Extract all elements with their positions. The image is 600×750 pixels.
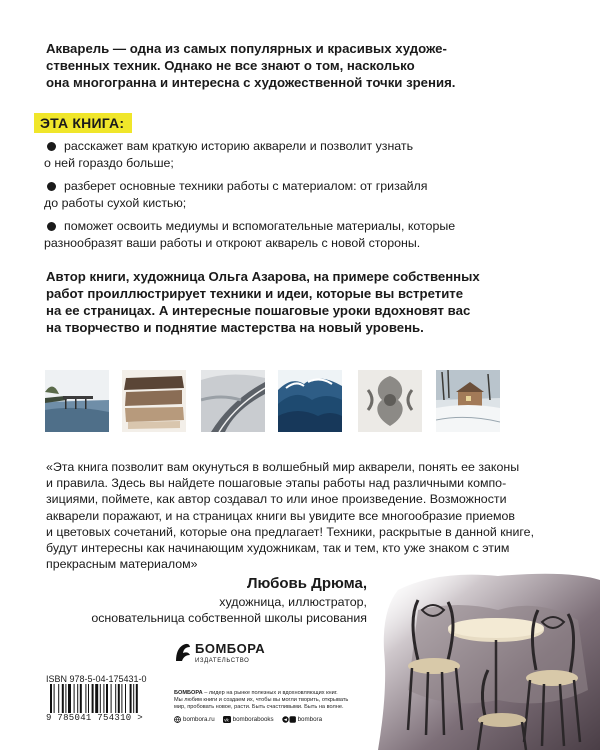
thumbnail-strip: [45, 370, 515, 435]
intro-line: она многогранна и интересна с художественной точки зрения.: [46, 75, 456, 90]
bullet-dot-icon: [47, 142, 56, 151]
telegram-icon: [282, 716, 296, 723]
quote-line: прекрасным материалом»: [46, 557, 198, 572]
intro-paragraph: [46, 40, 566, 91]
author-line: на творчество и поднятие мастерства на новый уровень.: [46, 320, 424, 335]
intro-line: Акварель — одна из самых популярных и красивых художе-: [46, 41, 447, 56]
publisher-logo: [174, 640, 389, 664]
svg-text:vk: vk: [223, 717, 229, 723]
signature-name: Любовь Дрюма,: [246, 575, 367, 592]
website-link-text: bombora.ru: [183, 716, 215, 723]
winter-house-thumbnail: [436, 370, 500, 432]
publisher-description: [174, 690, 394, 711]
gray-road-thumbnail: [201, 370, 265, 432]
quote-paragraph: [46, 459, 576, 572]
list-item: [44, 218, 564, 252]
publisher-sub: ИЗДАТЕЛЬСТВО: [195, 658, 250, 664]
bullet-text: расскажет вам краткую историю акварели и позволит узнать: [64, 139, 414, 153]
bullet-line: [44, 178, 564, 195]
author-line: работ проиллюстрирует техники и идеи, которые вы встретите: [46, 286, 464, 301]
blue-wave-thumbnail: [278, 370, 342, 432]
bullet-line: до работы сухой кистью;: [44, 196, 187, 210]
publisher-links: [174, 716, 322, 723]
quote-signature: [91, 574, 367, 626]
signature-line: художница, иллюстратор,: [219, 595, 367, 609]
bombora-wave-icon: [174, 641, 192, 663]
bullet-line: о ней гораздо больше;: [44, 156, 174, 170]
quote-line: акварели поражают, и на страницах книги вы увидите все многообразие приемов: [46, 508, 516, 523]
intro-line: ственных техник. Однако не все знают о том, насколько: [46, 58, 415, 73]
author-line: на ее страницах. А интересные пошаговые уроки вдохновят вас: [46, 303, 471, 318]
signature-line: основательница собственной школы рисования: [91, 611, 367, 625]
quote-line: «Эта книга позволит вам окунуться в волшебный мир акварели, понять ее законы: [46, 460, 520, 474]
author-line: Автор книги, художница Ольга Азарова, на примере собственных: [46, 269, 480, 284]
vk-link[interactable]: [223, 716, 274, 723]
author-paragraph: [46, 268, 566, 336]
quote-line: и цветовых сочетаний, которые она предлагает! Техники, раскрытые в данной книге,: [46, 524, 535, 539]
cafe-chairs-painting: [378, 570, 600, 750]
social-link-text: bombora: [297, 716, 323, 723]
bullet-text: разберет основные техники работы с материалом: от гризайля: [64, 179, 428, 193]
publisher-desc-line: Мы любим книги и создаем их, чтобы вы могли творить, открывать: [174, 697, 349, 703]
bullet-list: [44, 138, 564, 258]
barcode-digits: 9 785041 754310 >: [46, 713, 143, 723]
list-item: [44, 138, 564, 172]
publisher-desc-text: – лидер на рынке полезных и вдохновляющих книг.: [202, 690, 338, 696]
pier-landscape-thumbnail: [45, 370, 109, 432]
publisher-name: БОМБОРА: [195, 641, 266, 656]
brown-wash-thumbnail: [122, 370, 186, 432]
globe-icon: [174, 716, 181, 723]
vk-icon: [223, 716, 231, 723]
bullet-dot-icon: [47, 182, 56, 191]
bullet-text: поможет освоить медиумы и вспомогательные материалы, которые: [64, 219, 456, 233]
bullet-line: разнообразят ваши работы и откроют акварель с новой стороны.: [44, 236, 421, 250]
publisher-desc-bold: БОМБОРА: [174, 690, 203, 696]
quote-line: зициями, поймете, как автор создавал то или иное произведение. Возможности: [46, 492, 507, 507]
ornament-thumbnail: [358, 370, 422, 432]
website-link[interactable]: [174, 716, 215, 723]
bullet-line: [44, 138, 564, 155]
social-link[interactable]: [282, 716, 322, 723]
vk-link-text: bomborabooks: [232, 716, 274, 723]
bullet-line: [44, 218, 564, 235]
quote-line: и правила. Здесь вы найдете пошаговые этапы работы над различными компо-: [46, 476, 507, 491]
this-book-label: ЭТА КНИГА:: [34, 113, 132, 133]
publisher-desc-line: мир, пробовать новое, расти. Быть счастливыми. Быть на волне.: [174, 704, 344, 710]
quote-line: будут интересны как начинающим художникам, так и тем, кто уже знаком с этим: [46, 541, 510, 556]
bullet-dot-icon: [47, 222, 56, 231]
isbn-text: ISBN 978-5-04-175431-0: [46, 674, 147, 684]
list-item: [44, 178, 564, 212]
publisher-desc-line: [174, 690, 394, 697]
